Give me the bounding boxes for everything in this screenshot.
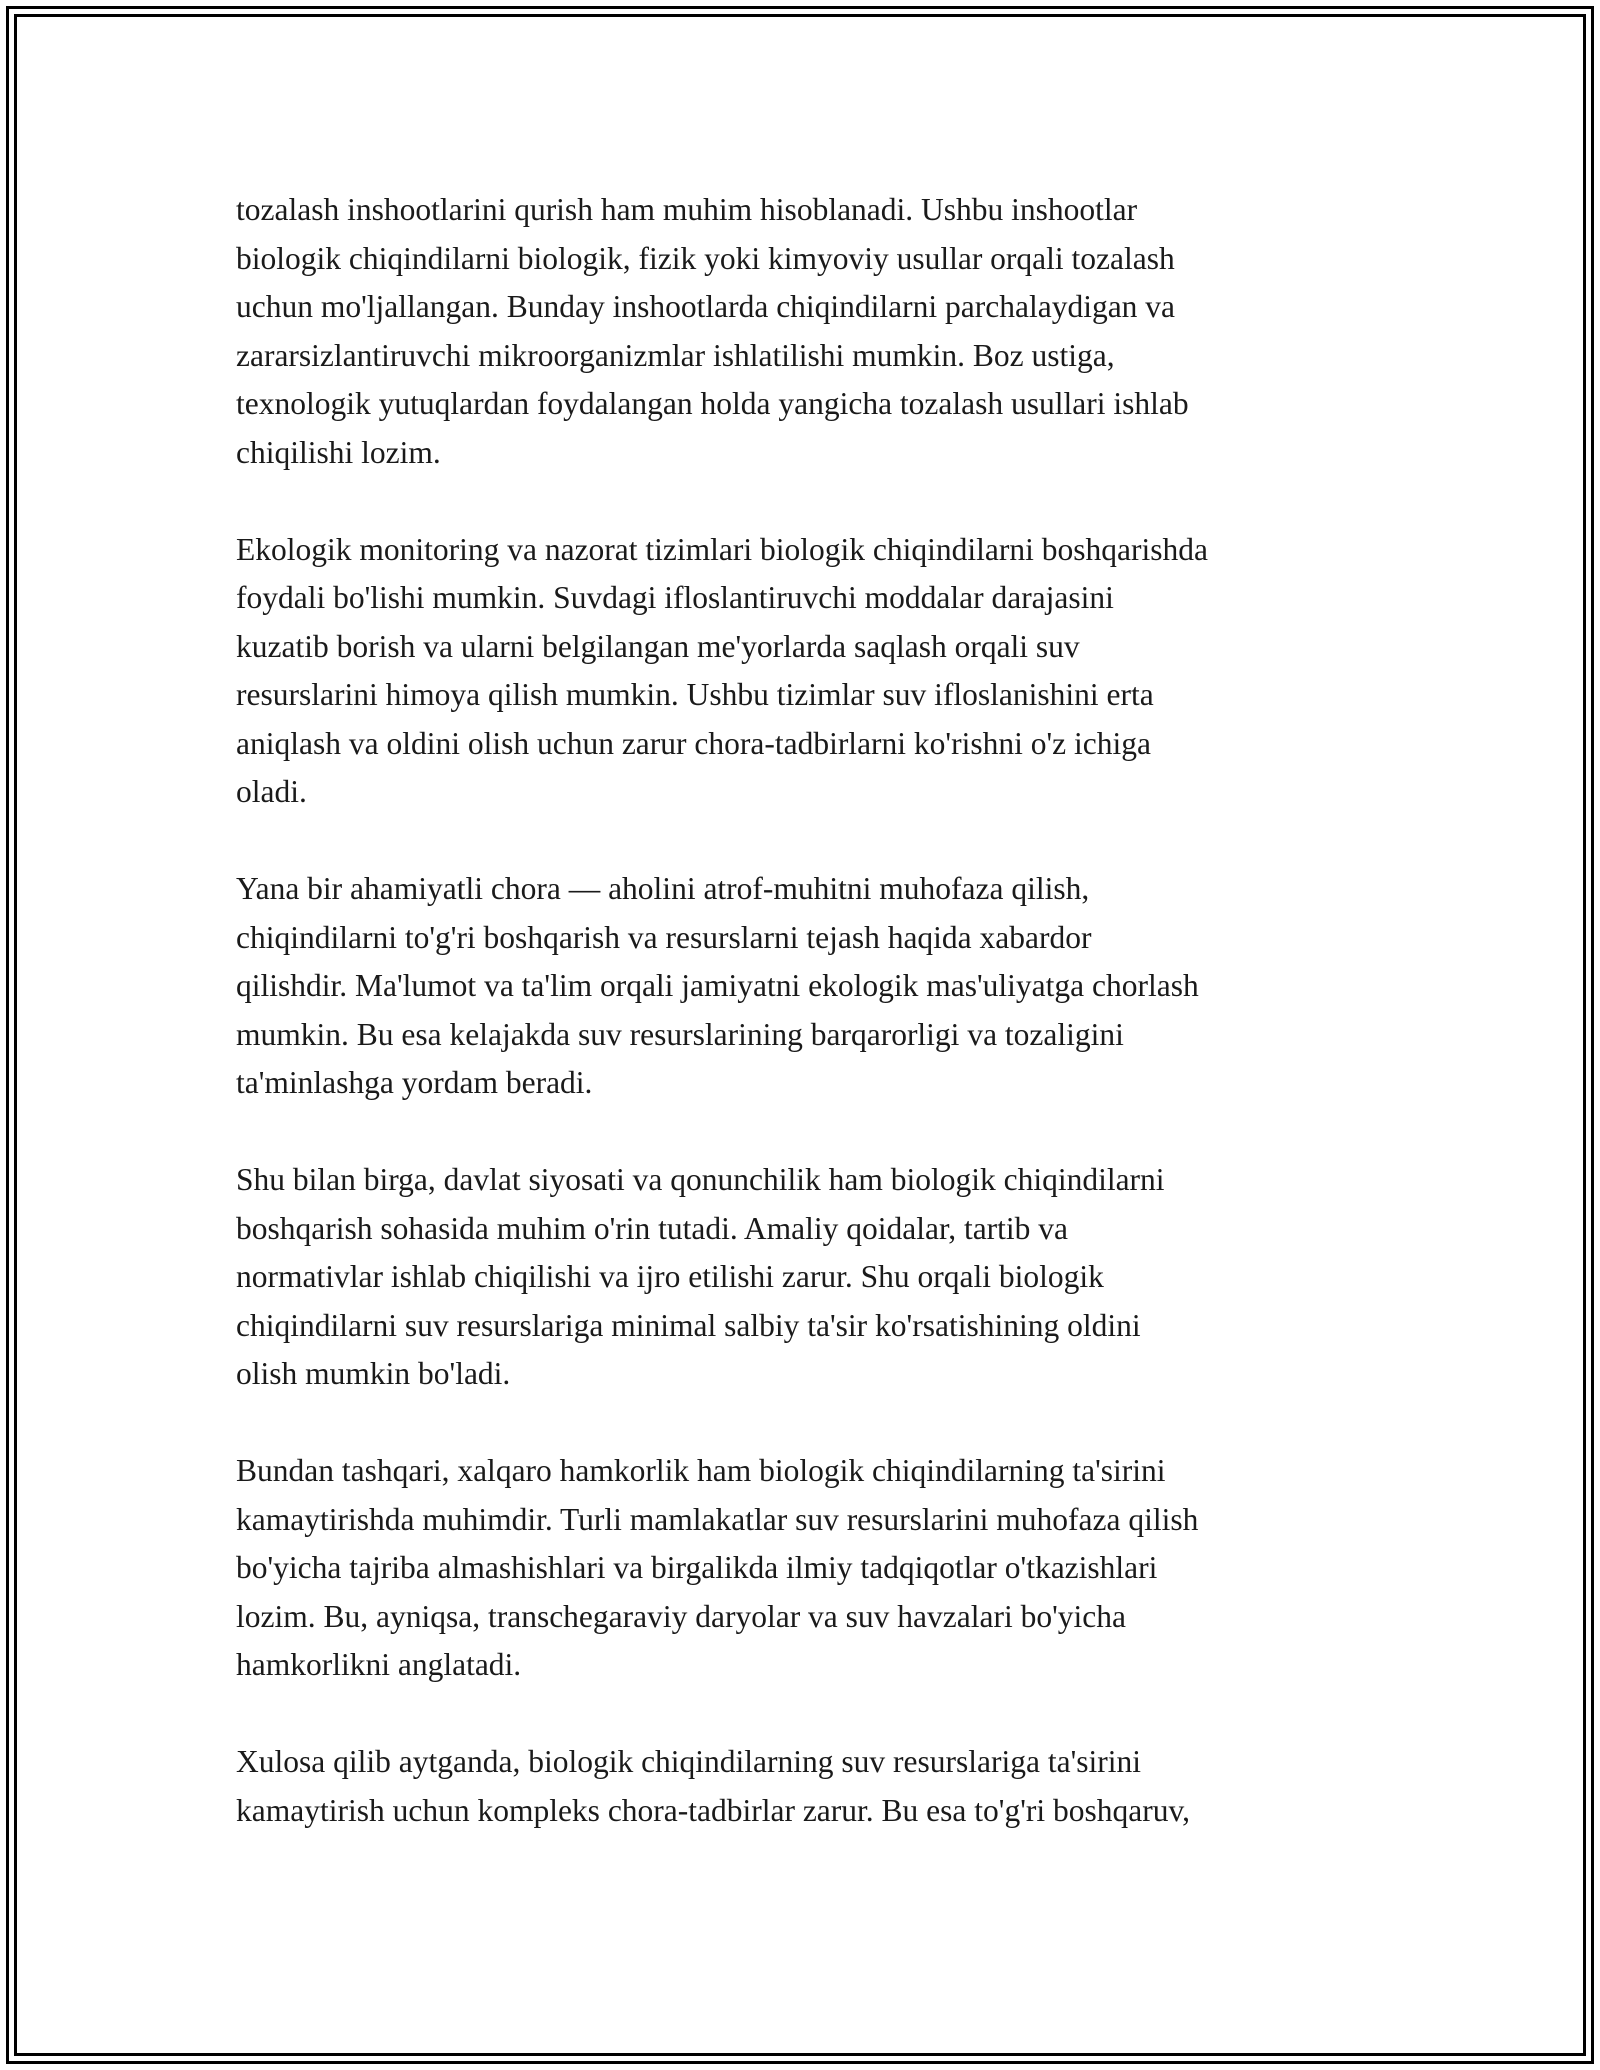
text-line: chiqindilarni suv resurslariga minimal salbiy ta'sir ko'rsatishining oldini: [236, 1307, 1141, 1343]
text-line: bo'yicha tajriba almashishlari va birgalikda ilmiy tadqiqotlar o'tkazishlari: [236, 1550, 1158, 1585]
text-line: Yana bir ahamiyatli chora — aholini atrof-muhitni muhofaza qilish,: [236, 871, 1090, 906]
text-line: Shu bilan birga, davlat siyosati va qonunchilik ham biologik chiqindilarni: [236, 1162, 1165, 1197]
text-line: zararsizlantiruvchi mikroorganizmlar ishlatilishi mumkin. Boz ustiga,: [236, 337, 1115, 373]
text-line: kuzatib borish va ularni belgilangan me'yorlarda saqlash orqali suv: [236, 628, 1080, 664]
text-line: chiqindilarni to'g'ri boshqarish va resurslarni tejash haqida xabardor: [236, 919, 1092, 955]
text-line: ta'minlashga yordam beradi.: [236, 1065, 593, 1100]
text-line: olish mumkin bo'ladi.: [236, 1356, 511, 1391]
text-line: oladi.: [236, 774, 307, 809]
text-line: resurslarini himoya qilish mumkin. Ushbu tizimlar suv ifloslanishini erta: [236, 677, 1154, 712]
paragraph: [236, 1156, 1416, 1399]
text-line: qilishdir. Ma'lumot va ta'lim orqali jamiyatni ekologik mas'uliyatga chorlash: [236, 968, 1199, 1003]
text-line: boshqarish sohasida muhim o'rin tutadi. Amaliy qoidalar, tartib va: [236, 1210, 1069, 1246]
text-line: chiqilishi lozim.: [236, 434, 441, 470]
text-line: kamaytirishda muhimdir. Turli mamlakatlar suv resurslarini muhofaza qilish: [236, 1501, 1199, 1537]
text-line: hamkorlikni anglatadi.: [236, 1647, 522, 1682]
text-line: tozalash inshootlarini qurish ham muhim hisoblanadi. Ushbu inshootlar: [236, 192, 1138, 227]
text-line: Ekologik monitoring va nazorat tizimlari biologik chiqindilarni boshqarishda: [236, 531, 1208, 567]
text-line: foydali bo'lishi mumkin. Suvdagi ifloslantiruvchi moddalar darajasini: [236, 580, 1114, 615]
text-line: texnologik yutuqlardan foydalangan holda yangicha tozalash usullari ishlab: [236, 386, 1189, 421]
text-line: lozim. Bu, ayniqsa, transchegaraviy daryolar va suv havzalari bo'yicha: [236, 1598, 1126, 1634]
text-line: aniqlash va oldini olish uchun zarur chora-tadbirlarni ko'rishni o'z ichiga: [236, 725, 1151, 761]
text-line: Bundan tashqari, xalqaro hamkorlik ham biologik chiqindilarning ta'sirini: [236, 1453, 1166, 1488]
text-line: Xulosa qilib aytganda, biologik chiqindilarning suv resurslariga ta'sirini: [236, 1744, 1142, 1779]
text-line: kamaytirish uchun kompleks chora-tadbirlar zarur. Bu esa to'g'ri boshqaruv,: [236, 1792, 1191, 1828]
text-line: mumkin. Bu esa kelajakda suv resurslarining barqarorligi va tozaligini: [236, 1016, 1124, 1052]
paragraph: [236, 526, 1416, 817]
paragraph: [236, 1447, 1416, 1690]
text-line: normativlar ishlab chiqilishi va ijro etilishi zarur. Shu orqali biologik: [236, 1259, 1104, 1294]
paragraph: [236, 186, 1416, 477]
text-line: uchun mo'ljallangan. Bunday inshootlarda chiqindilarni parchalaydigan va: [236, 289, 1176, 324]
paragraph: [236, 865, 1416, 1108]
text-line: biologik chiqindilarni biologik, fizik yoki kimyoviy usullar orqali tozalash: [236, 240, 1175, 276]
document-body: [236, 186, 1416, 1884]
paragraph: [236, 1738, 1416, 1835]
